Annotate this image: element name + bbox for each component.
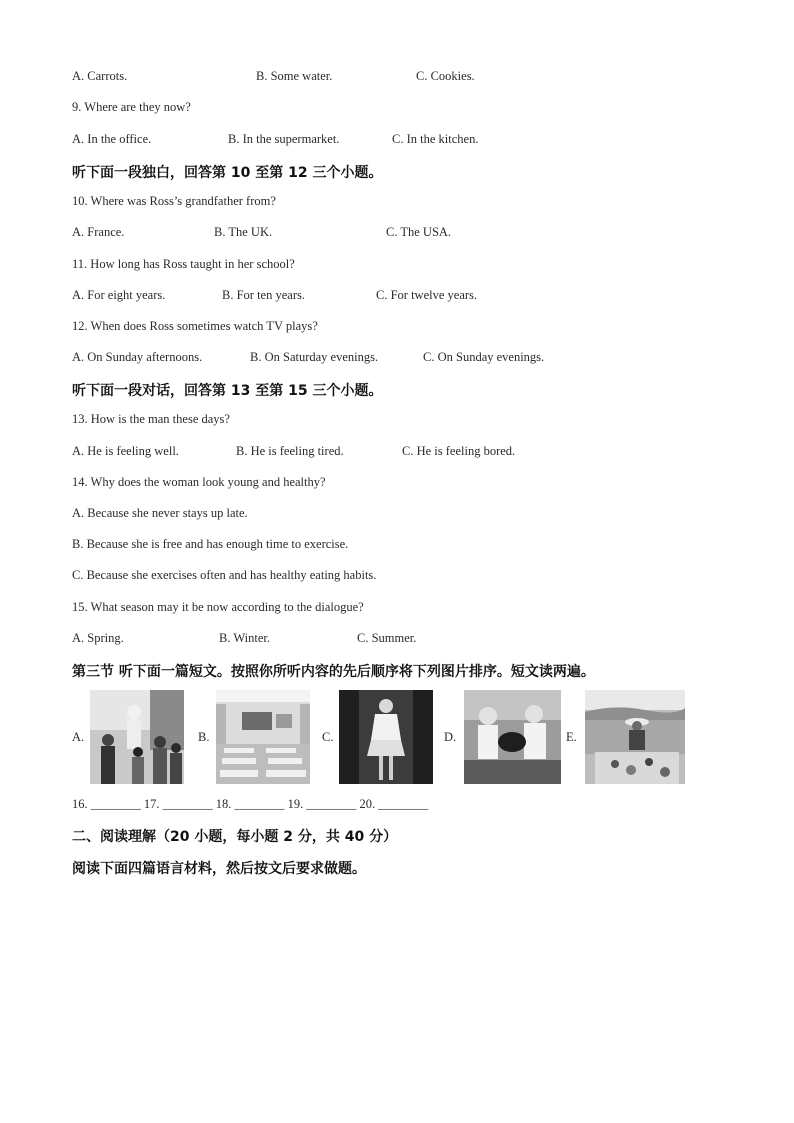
q14-option-b: B. Because she is free and has enough time to exercise.	[72, 537, 349, 551]
q9-option-b: B. In the supermarket.	[228, 132, 340, 146]
q10-option-b: B. The UK.	[214, 225, 273, 239]
section-heading-10-12: 听下面一段独白，回答第 10 至第 12 三个小题。	[72, 165, 383, 181]
section-3-heading: 第三节 听下面一篇短文。按照你所听内容的先后顺序将下列图片排序。短文读两遍。	[72, 664, 595, 680]
q11-question: 11. How long has Ross taught in her school?	[72, 257, 295, 271]
q11-option-c: C. For twelve years.	[376, 288, 478, 302]
q12-question: 12. When does Ross sometimes watch TV plays?	[72, 319, 318, 333]
part-2-instruction: 阅读下面四篇语言材料，然后按文后要求做题。	[72, 861, 366, 877]
q14-option-a: A. Because she never stays up late.	[72, 506, 248, 520]
q11-option-b: B. For ten years.	[222, 288, 305, 302]
answer-blanks: 16. ________ 17. ________ 18. ________ 19. ________ 20. ________	[72, 797, 429, 811]
picture-label-e: E.	[566, 730, 577, 744]
q12-option-b: B. On Saturday evenings.	[250, 350, 379, 364]
q9-option-a: A. In the office.	[72, 132, 152, 146]
picture-b-classroom	[216, 690, 310, 784]
q14-option-c: C. Because she exercises often and has healthy eating habits.	[72, 568, 377, 582]
q13-option-b: B. He is feeling tired.	[236, 444, 344, 458]
q13-question: 13. How is the man these days?	[72, 412, 230, 426]
q14-question: 14. Why does the woman look young and healthy?	[72, 475, 326, 489]
section-heading-13-15: 听下面一段对话，回答第 13 至第 15 三个小题。	[72, 383, 383, 399]
q15-option-a: A. Spring.	[72, 631, 124, 645]
q8-option-b: B. Some water.	[256, 69, 333, 83]
q13-option-c: C. He is feeling bored.	[402, 444, 516, 458]
picture-label-c: C.	[322, 730, 334, 744]
q9-question: 9. Where are they now?	[72, 100, 191, 114]
picture-a-students	[90, 690, 184, 784]
q12-option-c: C. On Sunday evenings.	[423, 350, 545, 364]
q8-option-a: A. Carrots.	[72, 69, 128, 83]
q11-option-a: A. For eight years.	[72, 288, 166, 302]
q10-option-a: A. France.	[72, 225, 125, 239]
q15-question: 15. What season may it be now according to the dialogue?	[72, 600, 364, 614]
q10-option-c: C. The USA.	[386, 225, 452, 239]
picture-label-b: B.	[198, 730, 210, 744]
q12-option-a: A. On Sunday afternoons.	[72, 350, 203, 364]
picture-c-runway	[339, 690, 433, 784]
q15-option-c: C. Summer.	[357, 631, 417, 645]
picture-label-a: A.	[72, 730, 85, 744]
q10-question: 10. Where was Ross’s grandfather from?	[72, 194, 276, 208]
q13-option-a: A. He is feeling well.	[72, 444, 179, 458]
q8-option-c: C. Cookies.	[416, 69, 475, 83]
q15-option-b: B. Winter.	[219, 631, 271, 645]
q9-option-c: C. In the kitchen.	[392, 132, 479, 146]
picture-d-chefs	[464, 690, 561, 784]
part-2-title: 二、阅读理解（20 小题，每小题 2 分，共 40 分）	[72, 829, 398, 845]
picture-label-d: D.	[444, 730, 457, 744]
picture-e-picnic	[585, 690, 685, 784]
